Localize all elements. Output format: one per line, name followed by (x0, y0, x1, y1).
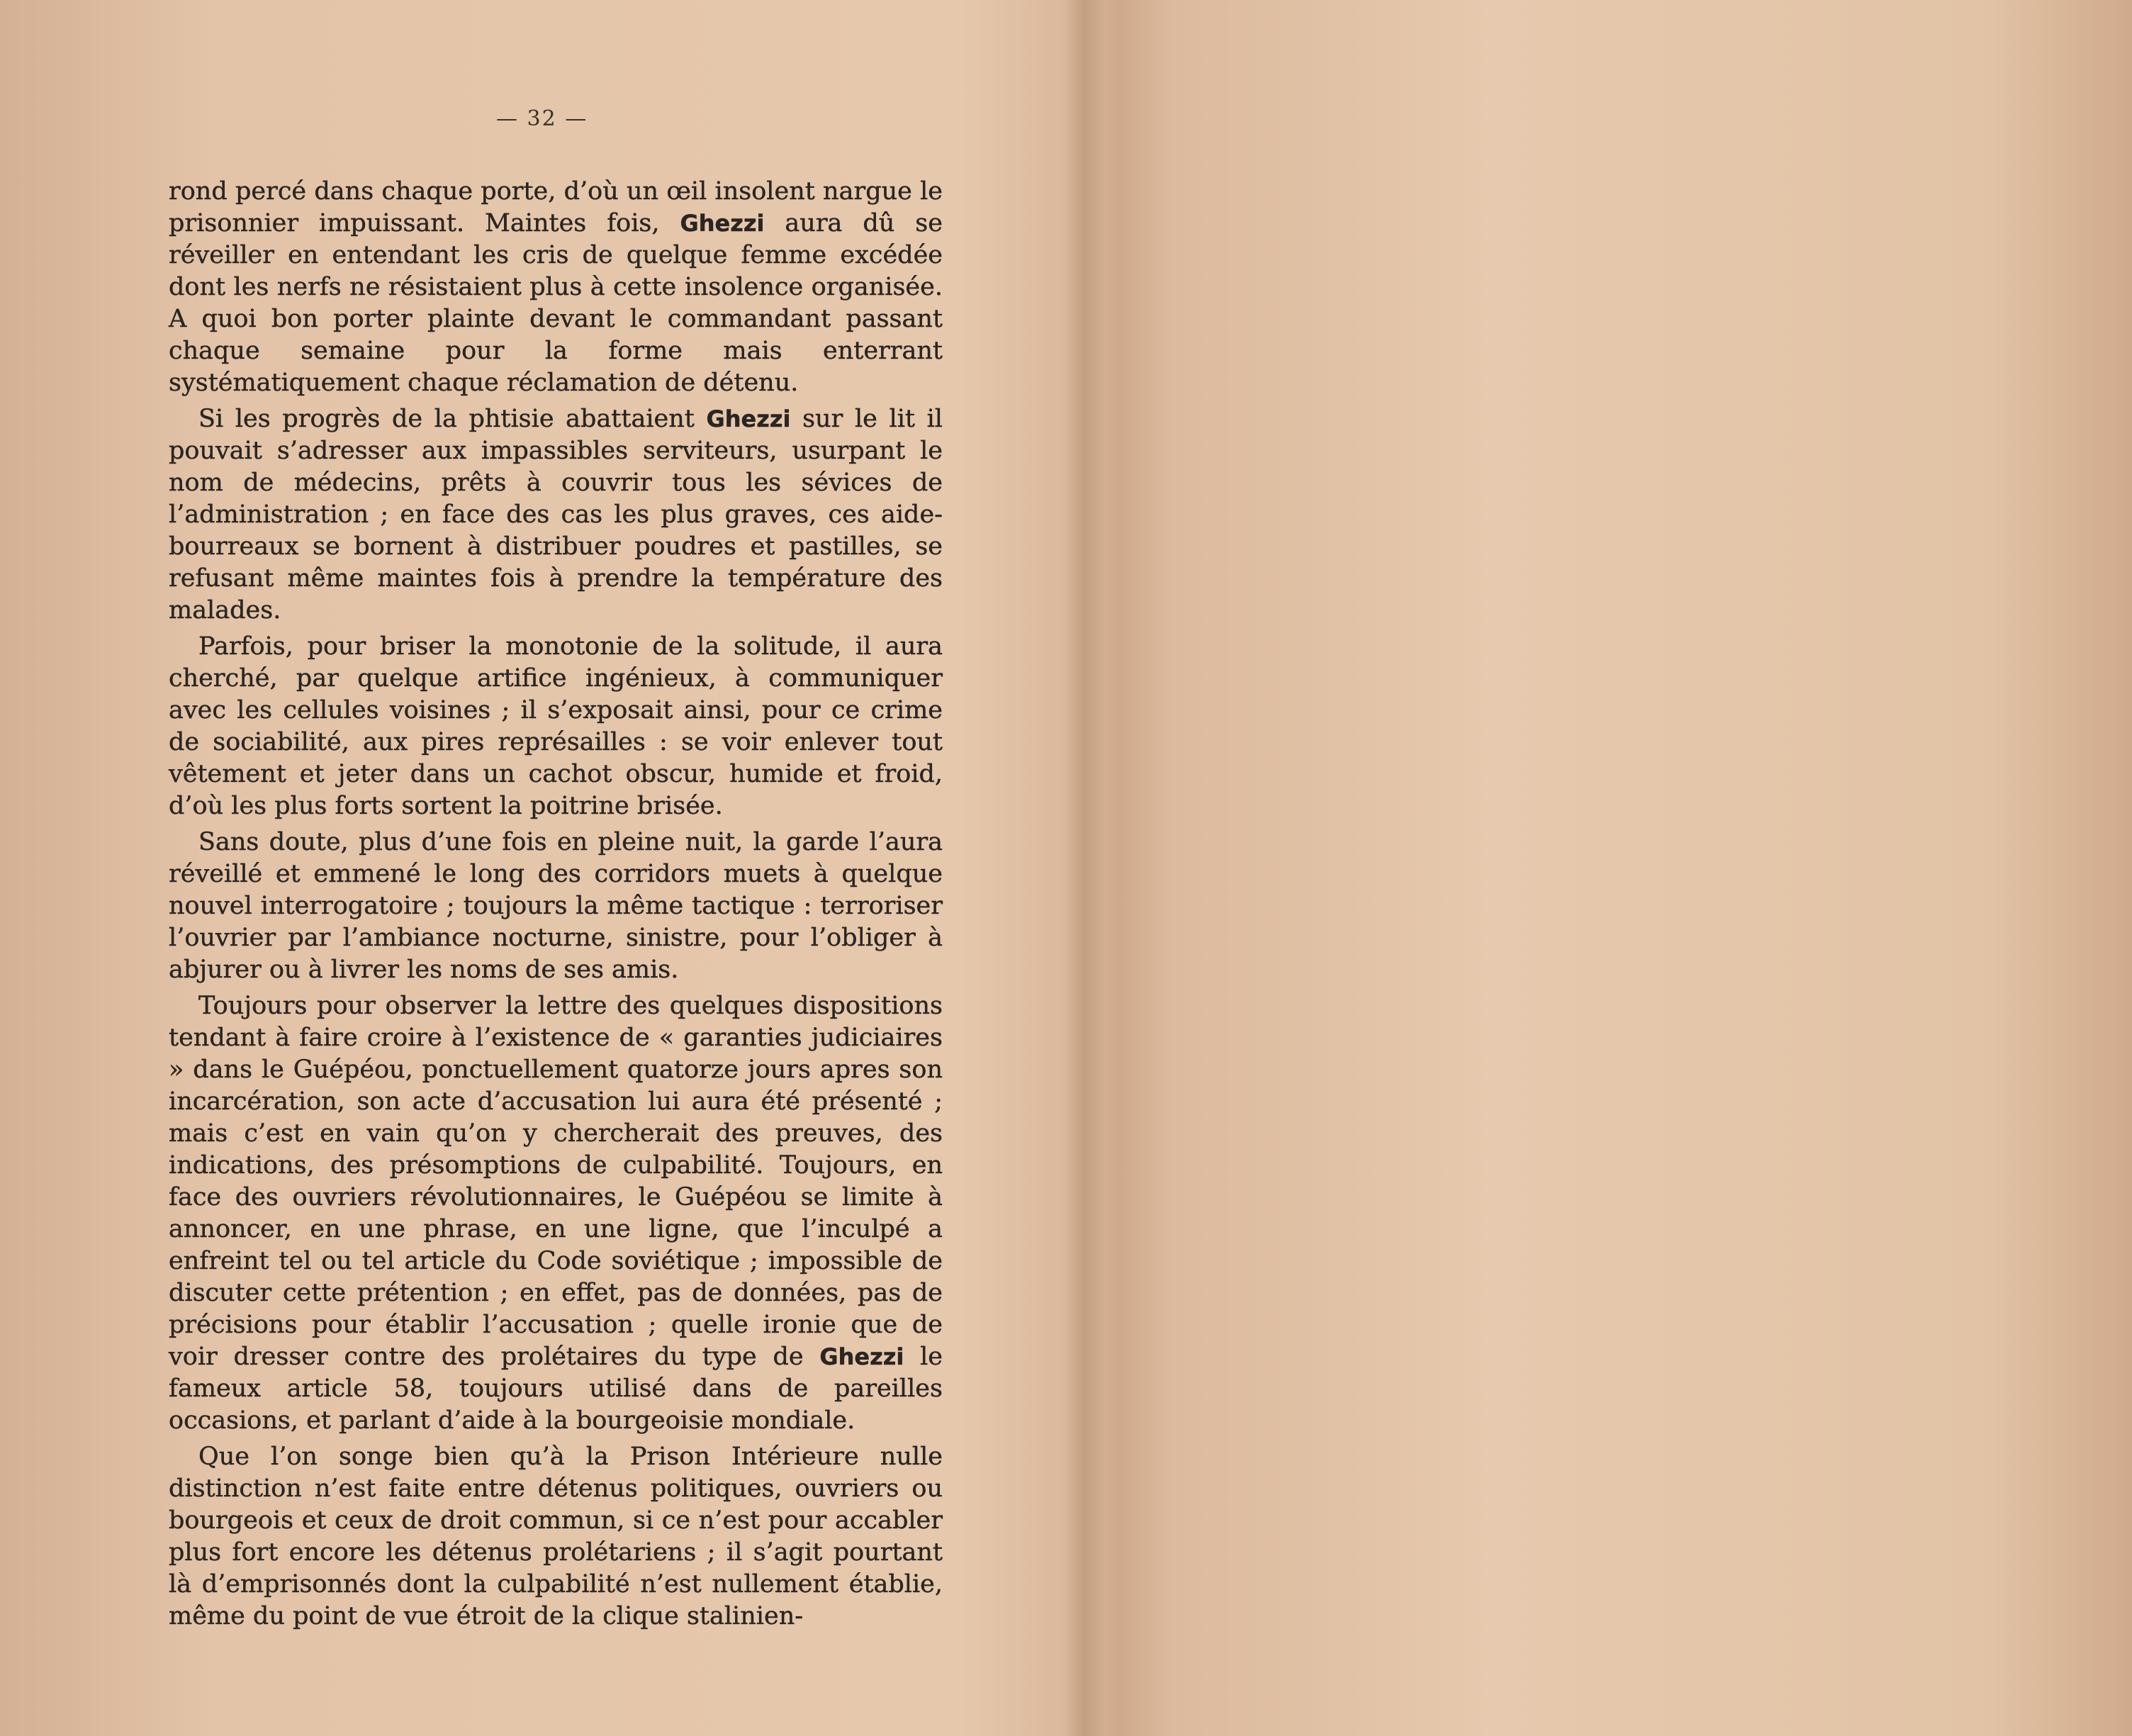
bold-name: Ghezzi (706, 405, 791, 432)
text-run: aura dû se réveiller en entendant les cris de quelque femme excédée dont les nerfs ne résistaient plus à cette insolence organisée. A quoi bon porter plainte devant le commandant passant chaque semaine pour la forme mais enterrant systématiquement chaque réclamation de détenu. (169, 209, 943, 397)
left-page-text (169, 176, 943, 1637)
left-page-number: — 32 — (496, 106, 588, 131)
paragraph (169, 990, 943, 1437)
right-page (1102, 0, 2132, 1736)
text-run: rond percé dans chaque porte, d’où un œil insolent nargue le prisonnier impuissant. Maintes fois, (169, 177, 943, 237)
paragraph (169, 1441, 943, 1633)
text-run: Que l’on songe bien qu’à la Prison Intérieure nulle distinction n’est faite entre détenus politiques, ouvriers ou bourgeois et ceux de droit commun, si ce n’est pour accabler plus fort encore les détenus prolétariens ; il s’agit pourtant là d’emprisonnés dont la culpabilité n’est nullement établie, même du point de vue étroit de la clique stalinien- (169, 1443, 943, 1630)
paragraph (169, 631, 943, 822)
text-run: Si les progrès de la phtisie abattaient (198, 405, 707, 433)
paragraph (169, 827, 943, 986)
bold-name: Ghezzi (680, 210, 765, 237)
paragraph (169, 176, 943, 399)
text-run: Toujours pour observer la lettre des quelques dispositions tendant à faire croire à l’existence de « garanties judiciaires » dans le Guépéou, ponctuellement quatorze jours apres son incarcération, son acte d’accusation lui aura été présenté ; mais c’est en vain qu’on y chercherait des preuves, des indications, des présomptions de culpabilité. Toujours, en face des ouvriers révolutionnaires, le Guépéou se limite à annoncer, en une phrase, en une ligne, que l’inculpé a enfreint tel ou tel article du Code soviétique ; impossible de discuter cette prétention ; en effet, pas de données, pas de précisions pour établir l’accusation ; quelle ironie que de voir dresser contre des prolétaires du type de (169, 992, 943, 1371)
text-run: Sans doute, plus d’une fois en pleine nuit, la garde l’aura réveillé et emmené le long des corridors muets à quelque nouvel interrogatoire ; toujours la même tactique : terroriser l’ouvrier par l’ambiance nocturne, sinistre, pour l’obliger à abjurer ou à livrer les noms de ses amis. (169, 828, 943, 984)
text-run: Parfois, pour briser la monotonie de la solitude, il aura cherché, par quelque artifice ingénieux, à communiquer avec les cellules voisines ; il s’exposait ainsi, pour ce crime de sociabilité, aux pires représailles : se voir enlever tout vêtement et jeter dans un cachot obscur, humide et froid, d’où les plus forts sortent la poitrine brisée. (169, 632, 943, 820)
book-gutter (1063, 0, 1106, 1736)
text-run: le fameux article 58, toujours utilisé dans de pareilles occasions, et parlant d’aide à la bourgeoisie mondiale. (169, 1343, 943, 1435)
paragraph (169, 403, 943, 627)
text-run: sur le lit il pouvait s’adresser aux impassibles serviteurs, usurpant le nom de médecins, prêts à couvrir tous les sévices de l’administration ; en face des cas les plus graves, ces aide-bourreaux se bornent à distribuer poudres et pastilles, se refusant même maintes fois à prendre la température des malades. (169, 405, 943, 625)
bold-name: Ghezzi (819, 1343, 904, 1370)
